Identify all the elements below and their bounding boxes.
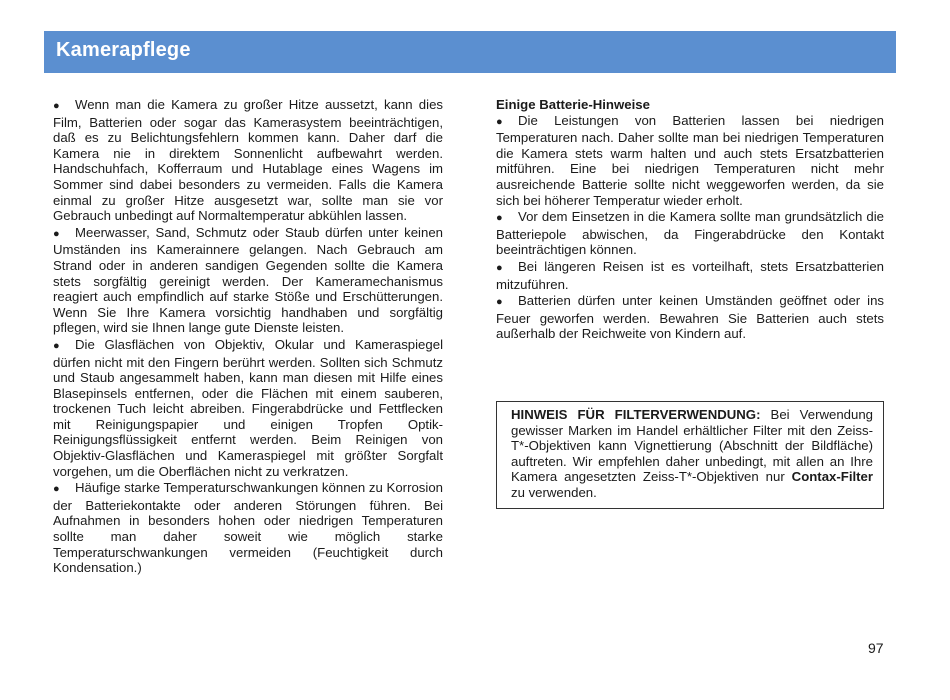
- paragraph-text: Wenn man die Kamera zu großer Hitze aussetzt, kann dies Film, Batterien oder sogar das Kamerasystem beeinträchtigen, daß es zu Belichtungsfehlern kommen kann. Daher darf die Kamera nie in direktem Sonnenlicht aufbewahrt werden. Handschuhfach, Kofferraum und Hutablage eines Wagens im Sommer sind dabei besonders zu vermeiden. Falls die Kamera einmal zu großer Hitze ausgesetzt war, sollte man sie vor Gebrauch unbedingt auf Normaltemperatur abkühlen lassen.: [53, 97, 443, 224]
- filter-hint-box: [496, 401, 884, 509]
- hint-label: HINWEIS FÜR FILTERVERWENDUNG:: [511, 407, 761, 422]
- care-paragraph: [53, 480, 443, 576]
- hint-text: Bei Verwendung gewisser Marken im Handel erhältlicher Filter mit den Zeiss-T*-Objektiven kann Vignettierung (Abschnitt der Bildfläche) auftreten. Wir empfehlen daher unbedingt, mit allen an Ihre Kamera angesetzten Zeiss-T*-Objektiven nur: [511, 407, 873, 485]
- paragraph-text: Batterien dürfen unter keinen Umständen geöffnet oder ins Feuer geworfen werden. Bewahren Sie Batterien auch stets außerhalb der Reichweite von Kindern auf.: [496, 293, 884, 342]
- hint-text-end: zu verwenden.: [511, 484, 597, 500]
- care-paragraph: [53, 225, 443, 336]
- bullet-icon: ●: [53, 227, 60, 240]
- contax-filter-emphasis: Contax-Filter: [791, 469, 873, 485]
- battery-paragraph: [496, 113, 884, 209]
- battery-paragraph: [496, 293, 884, 342]
- paragraph-text: Die Leistungen von Batterien lassen bei niedrigen Temperaturen nach. Daher sollte man bei niedrigen Temperaturen die Kamera stets warm halten und auch stets Ersatzbatterien mitführen. Eine bei niedrigen Temperaturen nicht mehr ausreichende Batterie sollte nicht weggeworfen werden, da sie sich bei höherer Temperatur wieder erholt.: [496, 112, 884, 208]
- page-number: 97: [868, 640, 884, 656]
- section-title: Kamerapflege: [56, 39, 191, 61]
- bullet-icon: ●: [53, 339, 60, 352]
- paragraph-text: Meerwasser, Sand, Schmutz oder Staub dürfen unter keinen Umständen ins Kamerainnere gelangen. Nach Gebrauch am Strand oder in anderen sandigen Gegenden sollte die Kamera stets sorgfältig gereinigt werden. Der Kameramechanismus reagiert auch empfindlich auf starke Stöße und Erschütterungen. Wenn Sie Ihre Kamera vorsichtig handhaben und sorgfältig pflegen, wird sie Ihnen lange gute Dienste leisten.: [53, 224, 443, 336]
- care-paragraph: [53, 97, 443, 224]
- bullet-icon: ●: [496, 296, 503, 309]
- bullet-icon: ●: [496, 115, 503, 128]
- battery-paragraph: [496, 209, 884, 258]
- paragraph-text: Bei längeren Reisen ist es vorteilhaft, stets Ersatzbatterien mitzuführen.: [496, 258, 884, 292]
- bullet-icon: ●: [53, 100, 60, 112]
- care-paragraph: [53, 337, 443, 479]
- bullet-icon: ●: [53, 483, 60, 496]
- section-header-bar: [44, 31, 896, 73]
- paragraph-text: Häufige starke Temperaturschwankungen können zu Korrosion der Batteriekontakte oder anderen Störungen führen. Bei Aufnahmen in besonders hohen oder niedrigen Temperaturen sollte man daher soweit wie möglich starke Temperaturschwankungen vermeiden (Feuchtigkeit durch Kondensation.): [53, 480, 443, 576]
- bullet-icon: ●: [496, 261, 503, 274]
- paragraph-text: Die Glasflächen von Objektiv, Okular und Kameraspiegel dürfen nicht mit den Fingern berührt werden. Sollten sich Schmutz und Staub angesammelt haben, kann man diesen mit Hilfe eines Blasepinsels entfernen, oder die Flächen mit einem sauberen, trockenen Tuch leicht abreiben. Fingerabdrücke und Fettflecken mit Reinigungspapier und einigen Tropfen Optik-Reinigungsflüssigkeit entfernt werden. Beim Reinigen von Objektiv-Glasflächen und Kameraspiegel mit größter Sorgfalt vorgehen, um die Oberflächen nicht zu verkratzen.: [53, 336, 443, 479]
- battery-notes-column: [496, 97, 884, 343]
- battery-paragraph: [496, 259, 884, 292]
- care-instructions-column: [53, 97, 443, 577]
- battery-notes-heading: Einige Batterie-Hinweise: [496, 97, 650, 112]
- bullet-icon: ●: [496, 212, 503, 225]
- paragraph-text: Vor dem Einsetzen in die Kamera sollte man grundsätzlich die Batteriepole abwischen, da Fingerabdrücke den Kontakt beeinträchtigen können.: [496, 209, 884, 258]
